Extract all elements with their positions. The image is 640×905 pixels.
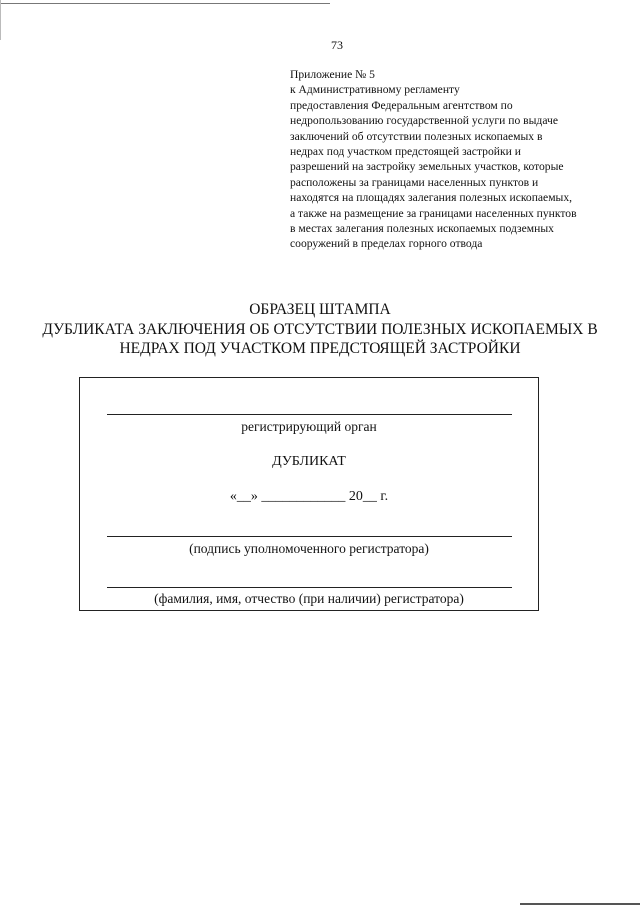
date-field: «__» ____________ 20__ г. — [229, 489, 389, 504]
document-title — [40, 300, 600, 359]
annex-line: разрешений на застройку земельных участков, которые — [290, 160, 564, 174]
scan-edge-top — [0, 3, 330, 4]
annex-line: предоставления Федеральным агентством по — [290, 98, 513, 112]
annex-line: сооружений в пределах горного отвода — [290, 237, 483, 251]
org-name-line — [107, 414, 512, 415]
title-line: НЕДРАХ ПОД УЧАСТКОМ ПРЕДСТОЯЩЕЙ ЗАСТРОЙКИ — [119, 340, 521, 357]
duplicate-label: ДУБЛИКАТ — [272, 454, 346, 469]
org-caption: регистрирующий орган — [241, 419, 377, 434]
annex-line: Приложение № 5 — [290, 68, 375, 81]
annex-line: к Административному регламенту — [290, 83, 460, 97]
annex-line: недрах под участком предстоящей застройки и — [290, 145, 521, 159]
title-line: ДУБЛИКАТА ЗАКЛЮЧЕНИЯ ОБ ОТСУТСТВИИ ПОЛЕЗНЫХ ИСКОПАЕМЫХ В — [42, 320, 598, 338]
stamp-sample-box — [79, 377, 539, 611]
annex-line: в местах залегания полезных ископаемых подземных — [290, 222, 554, 236]
name-caption: (фамилия, имя, отчество (при наличии) регистратора) — [154, 591, 464, 606]
annex-line: находятся на площадях залегания полезных ископаемых, — [290, 191, 573, 205]
signature-caption: (подпись уполномоченного регистратора) — [189, 541, 429, 556]
annex-line: недропользованию государственной услуги по выдаче — [290, 114, 558, 128]
name-line — [107, 587, 512, 588]
annex-line: заключений об отсутствии полезных ископаемых в — [290, 129, 543, 143]
title-line: ОБРАЗЕЦ ШТАМПА — [249, 301, 391, 318]
page-number: 73 — [331, 38, 343, 52]
annex-line: а также на размещение за границами населенных пунктов — [290, 206, 577, 220]
annex-line: расположены за границами населенных пунктов и — [290, 175, 539, 189]
annex-reference — [290, 67, 625, 252]
signature-line — [107, 536, 512, 537]
scan-edge-left — [0, 0, 1, 40]
